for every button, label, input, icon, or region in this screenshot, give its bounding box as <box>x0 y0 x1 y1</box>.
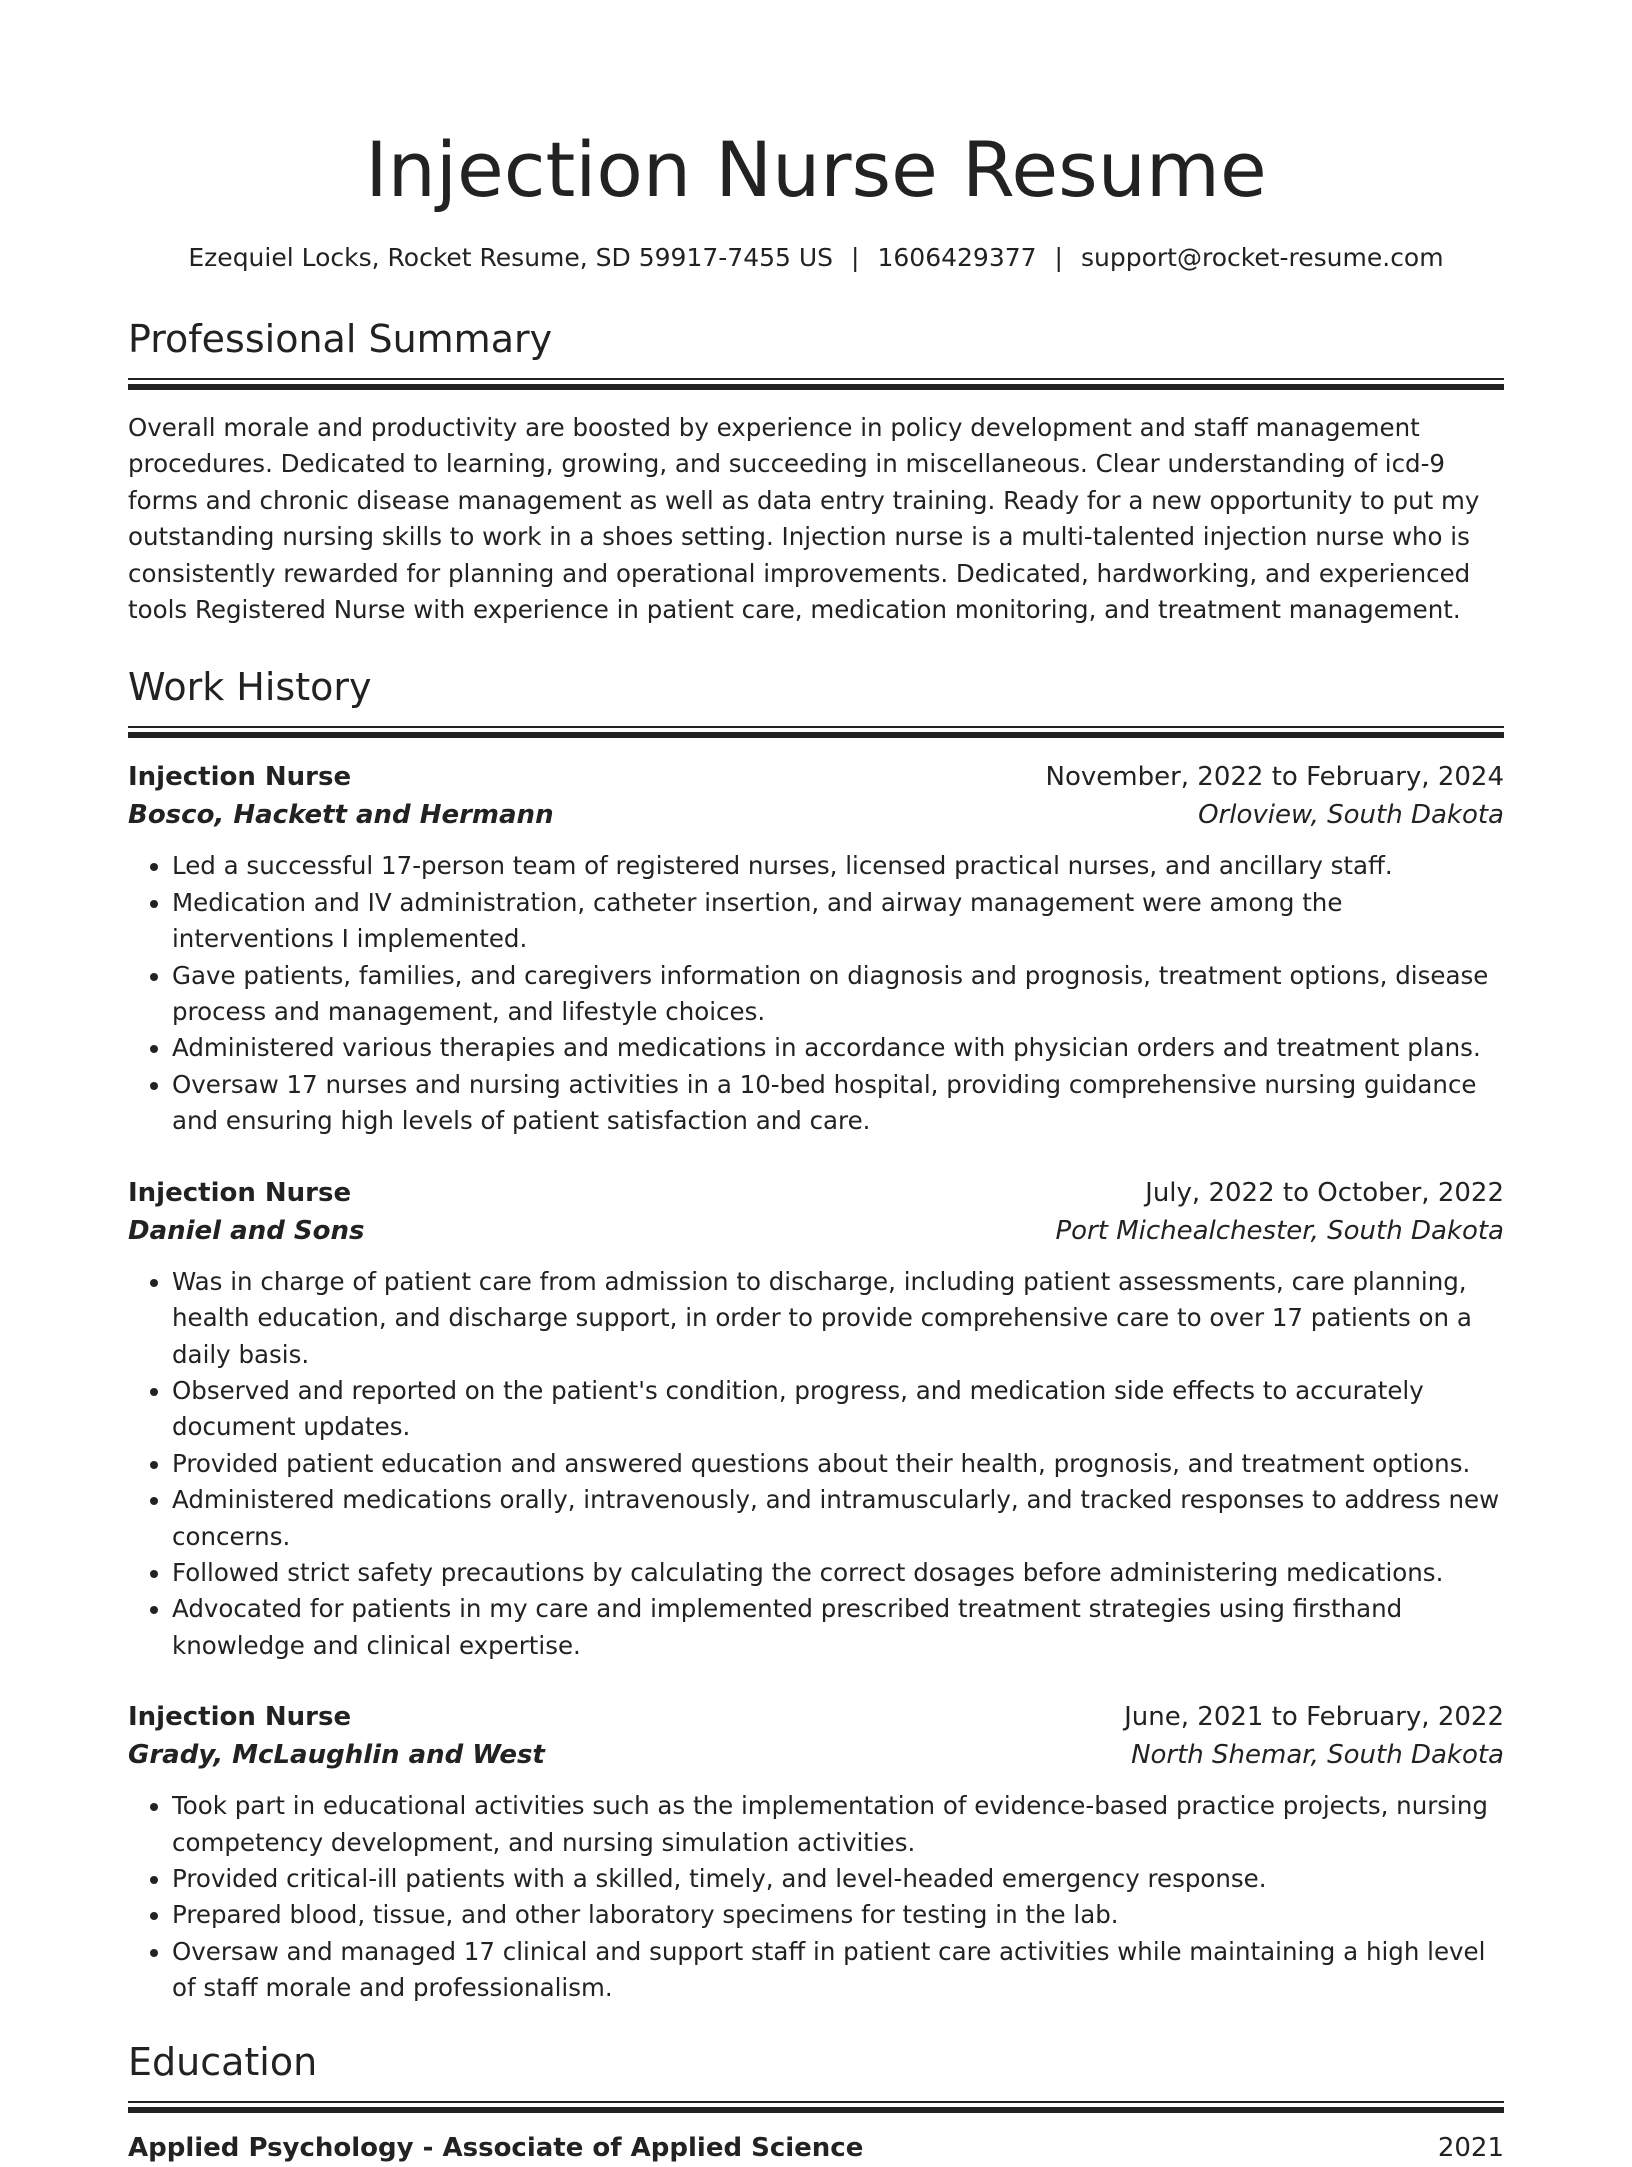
list-item: • Observed and reported on the patient's condition, progress, and medication side effects to accurately document updates. <box>172 1373 1504 1446</box>
contact-email: support@rocket-resume.com <box>1080 243 1444 272</box>
list-item: • Gave patients, families, and caregivers information on diagnosis and prognosis, treatment options, disease process and management, and lifestyle choices. <box>172 958 1504 1031</box>
job-dates: June, 2021 to February, 2022 <box>1124 1702 1504 1733</box>
section-heading-summary: Professional Summary <box>128 317 553 361</box>
section-heading-work: Work History <box>128 665 372 710</box>
job-location: North Shemar, South Dakota <box>1131 1740 1504 1771</box>
job-bullets <box>128 848 1504 1139</box>
job-bullets <box>128 1788 1504 2006</box>
job-entry <box>128 1174 1504 1664</box>
contact-phone: 1606429377 <box>877 243 1037 272</box>
list-item: • Was in charge of patient care from admission to discharge, including patient assessments, care planning, health education, and discharge support, in order to provide comprehensive care to over 17 patients on a daily basis. <box>172 1264 1504 1373</box>
education-degree: Applied Psychology - Associate of Applied Science <box>128 2132 864 2163</box>
job-company: Daniel and Sons <box>128 1215 365 1246</box>
list-item: • Medication and IV administration, catheter insertion, and airway management were among the interventions I implemented. <box>172 885 1504 958</box>
job-title: Injection Nurse <box>128 1177 352 1208</box>
job-title: Injection Nurse <box>128 1702 352 1733</box>
list-item: • Administered medications orally, intravenously, and intramuscularly, and tracked responses to address new concerns. <box>172 1482 1504 1555</box>
list-item: • Oversaw 17 nurses and nursing activities in a 10-bed hospital, providing comprehensive nursing guidance and ensuring high levels of patient satisfaction and care. <box>172 1067 1504 1140</box>
list-item: • Provided patient education and answered questions about their health, prognosis, and treatment options. <box>172 1446 1504 1482</box>
section-divider <box>128 726 1504 732</box>
list-item: • Advocated for patients in my care and implemented prescribed treatment strategies using firsthand knowledge and clinical expertise. <box>172 1591 1504 1664</box>
list-item: • Prepared blood, tissue, and other laboratory specimens for testing in the lab. <box>172 1897 1504 1933</box>
resume-page <box>128 0 1504 2167</box>
job-entry <box>128 758 1504 1139</box>
list-item: • Oversaw and managed 17 clinical and support staff in patient care activities while maintaining a high level of staff morale and professionalism. <box>172 1934 1504 2007</box>
job-location: Port Michealchester, South Dakota <box>1055 1215 1504 1246</box>
contact-separator: | <box>1054 243 1063 272</box>
summary-text: Overall morale and productivity are boosted by experience in policy development and staff management procedures. Dedicated to learning, growing, and succeeding in miscellaneous. Clear understanding of icd-9 forms and chronic disease management as well as data entry training. Ready for a new opportunity to put my outstanding nursing skills to work in a shoes setting. Injection nurse is a multi-talented injection nurse who is consistently rewarded for planning and operational improvements. Dedicated, hardworking, and experienced tools Registered Nurse with experience in patient care, medication monitoring, and treatment management. <box>128 413 1480 625</box>
job-dates: November, 2022 to February, 2024 <box>1045 762 1504 793</box>
list-item: • Provided critical-ill patients with a skilled, timely, and level-headed emergency response. <box>172 1861 1504 1897</box>
job-company: Grady, McLaughlin and West <box>128 1740 545 1771</box>
page-title: Injection Nurse Resume <box>365 125 1267 214</box>
job-dates: July, 2022 to October, 2022 <box>1145 1177 1504 1208</box>
education-section <box>128 2037 1504 2167</box>
contact-separator: | <box>851 243 860 272</box>
job-entry <box>128 1698 1504 2006</box>
job-location: Orloview, South Dakota <box>1198 800 1504 831</box>
summary-section <box>128 314 1504 628</box>
job-bullets <box>128 1264 1504 1664</box>
contact-line <box>128 240 1504 276</box>
job-company: Bosco, Hackett and Hermann <box>128 800 554 831</box>
work-history-section <box>128 662 1504 2006</box>
education-year: 2021 <box>1437 2132 1504 2163</box>
section-divider <box>128 378 1504 384</box>
section-heading-education: Education <box>128 2039 318 2084</box>
list-item: • Administered various therapies and medications in accordance with physician orders and treatment plans. <box>172 1030 1504 1066</box>
list-item: • Followed strict safety precautions by calculating the correct dosages before administering medications. <box>172 1555 1504 1591</box>
list-item: • Led a successful 17-person team of registered nurses, licensed practical nurses, and ancillary staff. <box>172 848 1504 884</box>
section-divider <box>128 2101 1504 2107</box>
contact-address: Ezequiel Locks, Rocket Resume, SD 59917-7455 US <box>188 243 834 272</box>
education-entry <box>128 2129 1504 2167</box>
job-title: Injection Nurse <box>128 762 352 793</box>
list-item: • Took part in educational activities such as the implementation of evidence-based practice projects, nursing competency development, and nursing simulation activities. <box>172 1788 1504 1861</box>
